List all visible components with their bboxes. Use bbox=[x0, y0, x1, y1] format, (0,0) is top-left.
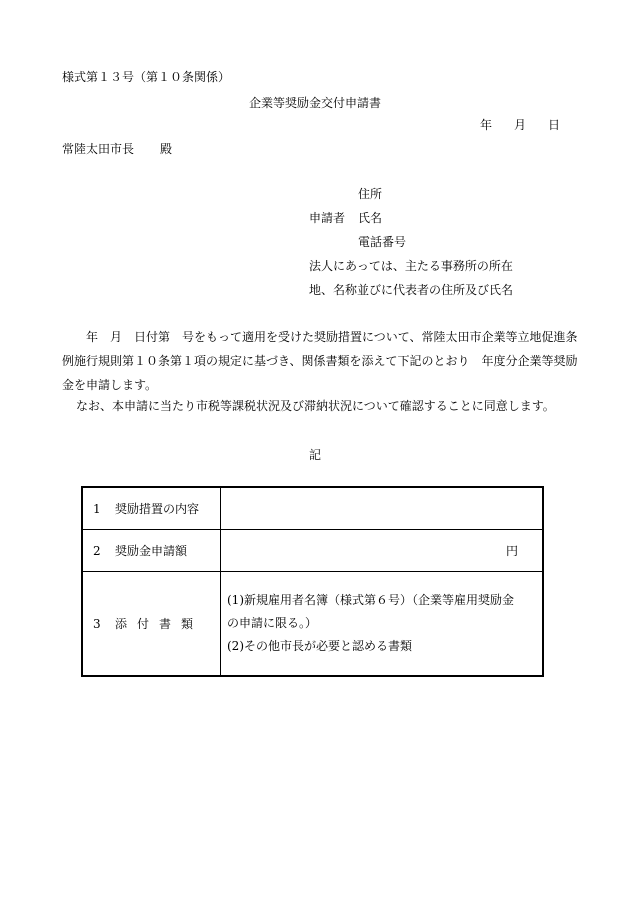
addressee-honorific: 殿 bbox=[160, 142, 173, 156]
table-row bbox=[82, 487, 543, 529]
incentive-content-field[interactable] bbox=[221, 487, 544, 529]
row-label-cell bbox=[82, 571, 221, 676]
table-row bbox=[82, 529, 543, 571]
applicant-label: 申請者 bbox=[309, 211, 346, 225]
attachment-line: (2)その他市長が必要と認める書類 bbox=[227, 638, 412, 653]
document-title: 企業等奨励金交付申請書 bbox=[248, 96, 381, 110]
date-day: 日 bbox=[548, 118, 561, 132]
phone-label: 電話番号 bbox=[358, 235, 407, 249]
row-label-cell bbox=[82, 487, 221, 529]
corporate-note-line1: 法人にあっては、主たる事務所の所在 bbox=[309, 259, 513, 273]
name-label: 氏名 bbox=[358, 211, 383, 225]
corporate-note-line2: 地、名称並びに代表者の住所及び氏名 bbox=[309, 283, 514, 297]
row-label: 奨励金申請額 bbox=[115, 543, 188, 558]
application-table bbox=[81, 486, 544, 677]
date-line bbox=[480, 116, 560, 133]
attachment-line: (1)新規雇用者名簿（様式第６号）（企業等雇用奨励金 bbox=[227, 592, 515, 607]
body-paragraph-1: 年 月 日付第 号をもって適用を受けた奨励措置について、常陸太田市企業等立地促進条例施行規則第１０条第１項の規定に基づき、関係書類を添えて下記のとおり 年度分企業等奨励金を申請します。 bbox=[62, 330, 578, 392]
ki-heading: 記 bbox=[308, 448, 321, 462]
row-label-cell bbox=[82, 529, 221, 571]
body-paragraph-2: なお、本申請に当たり市税等課税状況及び滞納状況について確認することに同意します。 bbox=[76, 399, 555, 413]
row-number: 1 bbox=[93, 501, 101, 516]
addressee-name: 常陸太田市長 bbox=[62, 142, 135, 156]
date-month: 月 bbox=[514, 118, 527, 132]
row-number: 3 bbox=[93, 616, 101, 631]
table-row bbox=[82, 571, 543, 676]
attachments-cell bbox=[221, 571, 544, 676]
amount-field[interactable]: 円 bbox=[221, 529, 544, 571]
row-label: 添付書類 bbox=[115, 616, 204, 631]
date-year: 年 bbox=[480, 118, 493, 132]
form-number: 様式第１３号（第１０条関係） bbox=[62, 70, 231, 84]
attachment-line: の申請に限る。） bbox=[227, 615, 318, 630]
row-number: 2 bbox=[93, 543, 101, 558]
row-label: 奨励措置の内容 bbox=[115, 501, 200, 516]
address-label: 住所 bbox=[358, 187, 383, 201]
addressee bbox=[62, 140, 172, 157]
